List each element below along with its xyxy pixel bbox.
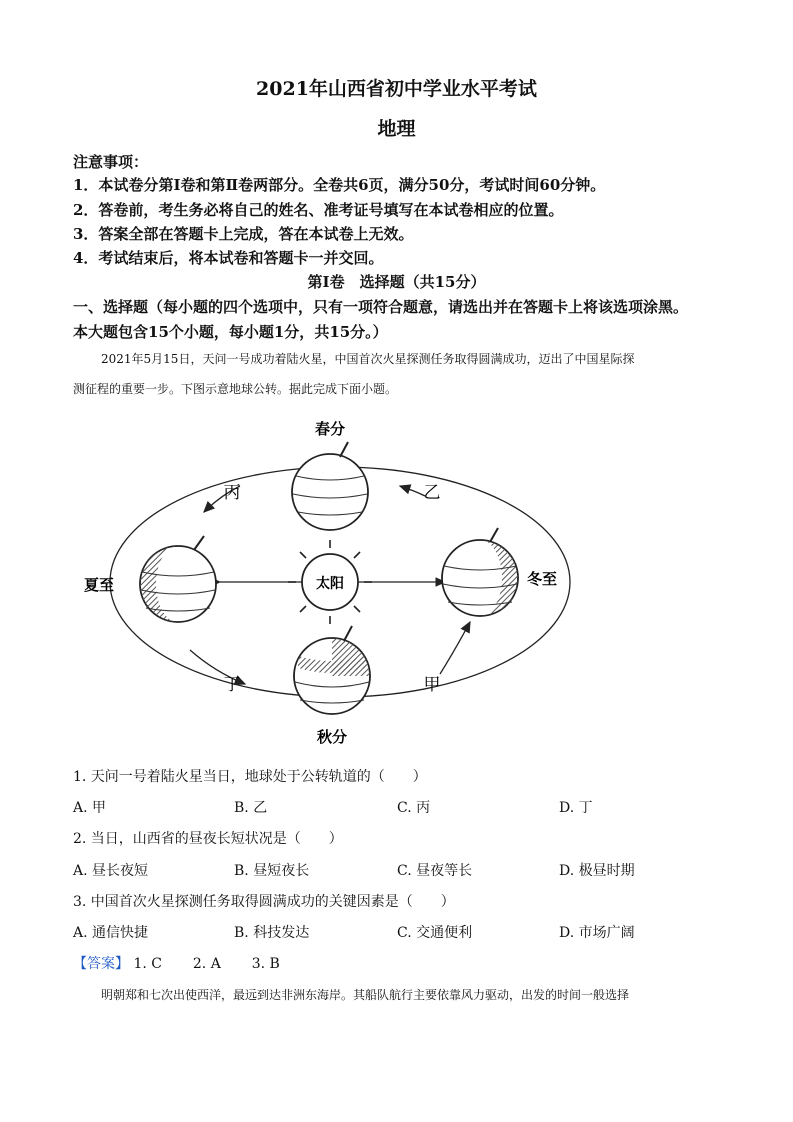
notice-item: 2．答卷前，考生务必将自己的姓名、准考证号填写在本试卷相应的位置。 <box>73 201 564 219</box>
answer-label: 【答案】 <box>73 956 129 972</box>
option: B. 昼短夜长 <box>234 863 310 879</box>
orbit-arrow <box>400 486 425 496</box>
question-stem: 2. 当日，山西省的昼夜长短状况是（ ） <box>73 831 343 847</box>
part-instruction: 本大题包含15个小题，每小题1分，共15分。） <box>73 323 388 341</box>
intro-text: 测征程的重要一步。下图示意地球公转。据此完成下面小题。 <box>73 382 398 396</box>
option: B. 科技发达 <box>234 925 310 941</box>
part-instruction: 一、选择题（每小题的四个选项中，只有一项符合题意，请选出并在答题卡上将该选项涂黑。 <box>73 298 689 316</box>
arc-label-ding: 丁 <box>223 675 241 695</box>
earth-winter <box>442 528 518 616</box>
earth-spring <box>292 442 368 530</box>
notice-item: 4．考试结束后，将本试卷和答题卡一并交回。 <box>73 249 384 267</box>
option: B. 乙 <box>234 800 268 816</box>
label-winter-solstice: 冬至 <box>527 570 558 588</box>
sun-label: 太阳 <box>316 576 344 592</box>
notice-heading: 注意事项： <box>73 153 149 171</box>
answer-item: 2. A <box>192 956 221 972</box>
question-stem: 1. 天问一号着陆火星当日，地球处于公转轨道的（ ） <box>73 769 427 785</box>
earth-summer <box>140 536 216 622</box>
answer-item: 3. B <box>251 956 280 972</box>
earth-autumn <box>294 626 370 714</box>
page-title: 2021年山西省初中学业水平考试 <box>256 78 537 100</box>
section-title: 第Ⅰ卷 选择题（共15分） <box>307 273 486 291</box>
option: C. 交通便利 <box>397 925 473 941</box>
arc-label-jia: 甲 <box>423 675 441 695</box>
label-autumn-equinox: 秋分 <box>316 728 348 746</box>
answer-item: 1. C <box>133 956 162 972</box>
answer-line <box>73 953 280 973</box>
option: C. 丙 <box>397 800 431 816</box>
arc-label-bing: 丙 <box>223 483 241 503</box>
notice-item: 1．本试卷分第Ⅰ卷和第Ⅱ卷两部分。全卷共6页，满分50分，考试时间60分钟。 <box>73 176 606 194</box>
option: C. 昼夜等长 <box>397 863 473 879</box>
label-spring-equinox: 春分 <box>314 420 346 438</box>
option: D. 极昼时期 <box>559 863 635 879</box>
arc-label-yi: 乙 <box>423 483 441 503</box>
notice-item: 3．答案全部在答题卡上完成，答在本试卷上无效。 <box>73 225 414 243</box>
intro-text: 2021年5月15日，天问一号成功着陆火星，中国首次火星探测任务取得圆满成功，迈出了中国星际探 <box>101 352 635 366</box>
label-summer-solstice: 夏至 <box>84 576 115 594</box>
option: A. 通信快捷 <box>73 925 149 941</box>
earth-revolution-figure <box>70 412 630 752</box>
question-stem: 3. 中国首次火星探测任务取得圆满成功的关键因素是（ ） <box>73 894 455 910</box>
orbit-arrow <box>440 622 470 674</box>
option: A. 昼长夜短 <box>73 863 149 879</box>
option: A. 甲 <box>73 800 107 816</box>
subject-title: 地理 <box>377 118 416 140</box>
option: D. 丁 <box>559 800 593 816</box>
next-intro-text: 明朝郑和七次出使西洋，最远到达非洲东海岸。其船队航行主要依靠风力驱动，出发的时间一般选择 <box>101 988 630 1002</box>
option: D. 市场广阔 <box>559 925 635 941</box>
